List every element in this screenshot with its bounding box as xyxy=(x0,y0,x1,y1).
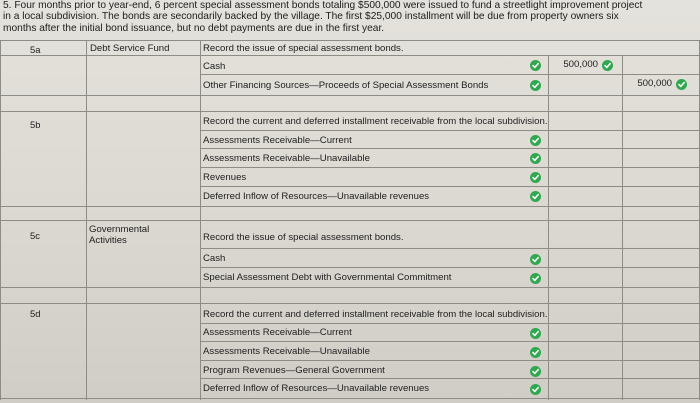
row-divider xyxy=(0,55,700,56)
row-divider xyxy=(0,95,700,96)
check-icon xyxy=(530,328,541,339)
entry-label-5a: 5a xyxy=(30,44,41,55)
column-divider xyxy=(548,55,549,400)
credit-amount[interactable]: 500,000 xyxy=(637,78,672,89)
check-icon xyxy=(530,366,541,377)
account-assessments-receivable-unavailable[interactable]: Assessments Receivable—Unavailable xyxy=(203,153,370,164)
row-divider xyxy=(200,323,700,324)
check-icon xyxy=(530,273,541,284)
entry-description: Record the current and deferred installment receivable from the local subdivision. xyxy=(203,309,548,320)
fund-debt-service: Debt Service Fund xyxy=(90,43,170,54)
entry-description: Record the issue of special assessment bonds. xyxy=(203,43,404,54)
account-cash[interactable]: Cash xyxy=(203,61,226,72)
row-divider xyxy=(0,111,700,112)
debit-amount[interactable]: 500,000 xyxy=(563,59,598,70)
check-icon xyxy=(530,135,541,146)
check-icon xyxy=(530,191,541,202)
row-divider xyxy=(200,186,700,187)
problem-text xyxy=(3,0,693,34)
row-divider xyxy=(0,206,700,207)
row-divider xyxy=(200,130,700,131)
column-divider xyxy=(86,40,87,400)
row-divider xyxy=(200,341,700,342)
check-icon xyxy=(530,80,541,91)
row-divider xyxy=(0,398,700,399)
row-divider xyxy=(0,303,700,304)
fund-governmental-activities xyxy=(89,224,149,246)
row-divider xyxy=(0,220,700,221)
fund-line: Governmental xyxy=(89,224,150,235)
fund-line: Activities xyxy=(89,235,127,246)
account-deferred-inflow[interactable]: Deferred Inflow of Resources—Unavailable revenues xyxy=(203,383,430,394)
problem-line: in a local subdivision. The bonds are secondarily backed by the village. The first $25,000 installment will be due from property owners six xyxy=(3,11,619,23)
entry-label-5c: 5c xyxy=(30,230,40,241)
row-divider xyxy=(200,167,700,168)
column-divider xyxy=(0,40,1,400)
row-divider xyxy=(200,148,700,149)
column-divider xyxy=(200,40,201,400)
account-assessments-receivable-current[interactable]: Assessments Receivable—Current xyxy=(203,135,352,146)
row-divider xyxy=(0,40,700,41)
check-icon xyxy=(530,347,541,358)
account-cash[interactable]: Cash xyxy=(203,253,226,264)
row-divider xyxy=(200,248,700,249)
account-other-financing-sources[interactable]: Other Financing Sources—Proceeds of Special Assessment Bonds xyxy=(203,80,489,91)
row-divider xyxy=(200,267,700,268)
entry-label-5b: 5b xyxy=(30,119,41,130)
row-divider xyxy=(0,287,700,288)
row-divider xyxy=(200,74,700,75)
account-revenues[interactable]: Revenues xyxy=(203,172,247,183)
row-divider xyxy=(200,378,700,379)
entry-label-5d: 5d xyxy=(30,308,41,319)
problem-line: 5. Four months prior to year-end, 6 percent special assessment bonds totaling $500,000 were issued to fund a streetlight improvement project xyxy=(3,0,643,11)
account-assessments-receivable-unavailable[interactable]: Assessments Receivable—Unavailable xyxy=(203,346,370,357)
check-icon xyxy=(530,172,541,183)
problem-line: months after the initial bond issuance, but no debt payments are due in the first year. xyxy=(3,22,385,34)
column-divider xyxy=(622,55,623,400)
check-icon xyxy=(530,384,541,395)
entry-description: Record the issue of special assessment bonds. xyxy=(203,232,404,243)
row-divider xyxy=(200,360,700,361)
entry-description: Record the current and deferred installment receivable from the local subdivision. xyxy=(203,116,548,127)
check-icon xyxy=(530,254,541,265)
check-icon xyxy=(530,153,541,164)
account-special-assessment-debt[interactable]: Special Assessment Debt with Governmental Commitment xyxy=(203,272,452,283)
account-assessments-receivable-current[interactable]: Assessments Receivable—Current xyxy=(203,327,352,338)
account-program-revenues[interactable]: Program Revenues—General Government xyxy=(203,365,385,376)
check-icon xyxy=(530,60,541,71)
check-icon xyxy=(602,60,613,71)
account-deferred-inflow[interactable]: Deferred Inflow of Resources—Unavailable revenues xyxy=(203,191,430,202)
check-icon xyxy=(676,79,687,90)
